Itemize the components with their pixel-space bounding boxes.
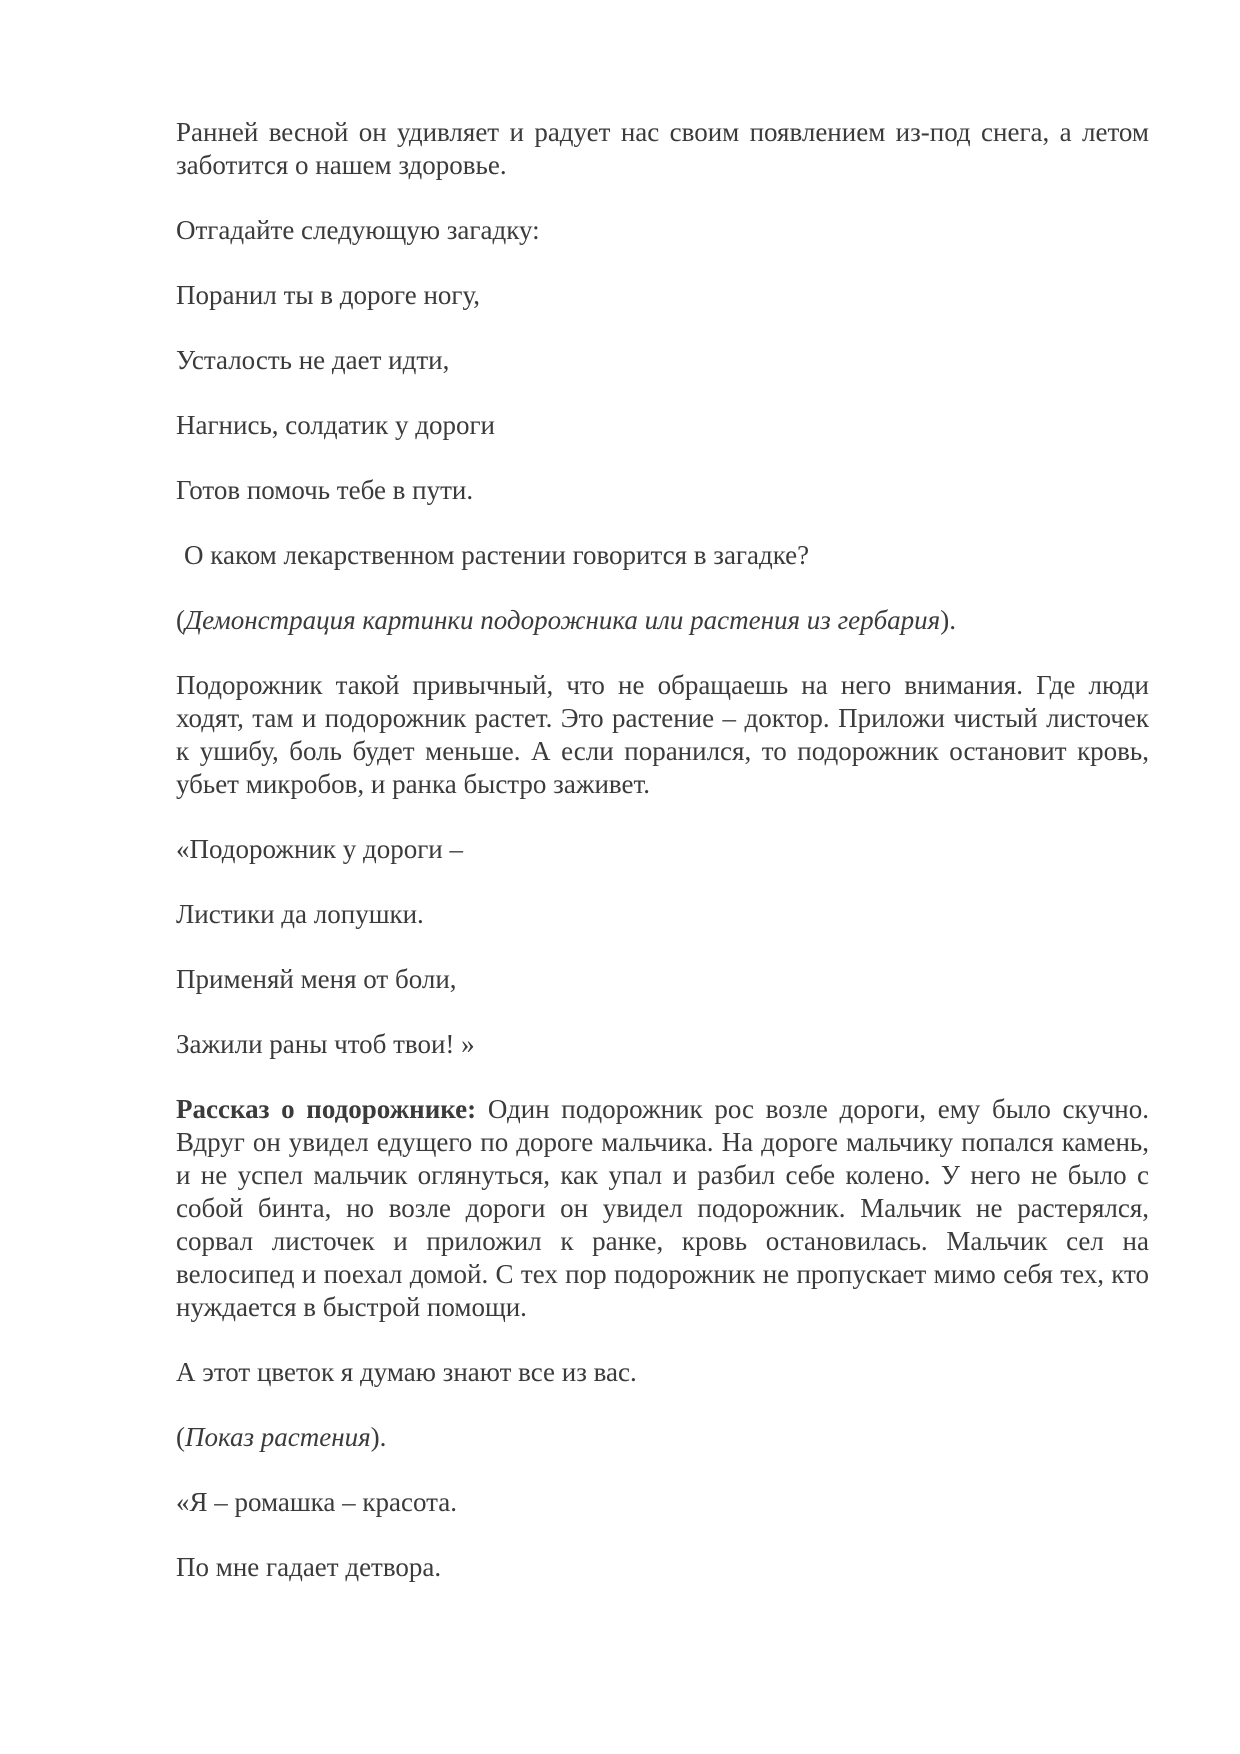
demo-note-close: ). (940, 605, 956, 635)
riddle-line-4: Готов помочь тебе в пути. (176, 475, 474, 505)
plantain-paragraph: Подорожник такой привычный, что не обращаешь на него внимания. Где люди ходят, там и подорожник растет. Это растение – доктор. Приложи чистый листочек к ушибу, боль будет меньше. А если поранился, то подорожник остановит кровь, убьет микробов, и ранка быстро заживет. (176, 670, 1149, 799)
flower-intro: А этот цветок я думаю знают все из вас. (176, 1357, 637, 1387)
daisy-line-2: По мне гадает детвора. (176, 1552, 442, 1582)
demo-note (176, 604, 1149, 637)
poem-line-1: «Подорожник у дороги – (176, 834, 463, 864)
riddle-question: О каком лекарственном растении говорится в загадке? (184, 540, 810, 570)
riddle-line-3: Нагнись, солдатик у дороги (176, 410, 496, 440)
show-note-text: Показ растения (185, 1422, 371, 1452)
poem-line-3: Применяй меня от боли, (176, 964, 457, 994)
daisy-line-1: «Я – ромашка – красота. (176, 1487, 457, 1517)
poem-line-2: Листики да лопушки. (176, 899, 424, 929)
demo-note-open: ( (176, 605, 185, 635)
story-paragraph (176, 1093, 1149, 1324)
show-note (176, 1421, 1149, 1454)
story-text: Один подорожник рос возле дороги, ему было скучно. Вдруг он увидел едущего по дороге мальчика. На дороге мальчику попался камень, и не успел мальчик оглянуться, как упал и разбил себе колено. У него не было с собой бинта, но возле дороги он увидел подорожник. Мальчик не растерялся, сорвал листочек и приложил к ранке, кровь остановилась. Мальчик сел на велосипед и поехал домой. С тех пор подорожник не пропускает мимо себя тех, кто нуждается в быстрой помощи. (176, 1094, 1149, 1322)
story-title: Рассказ о подорожнике: (176, 1094, 477, 1124)
riddle-line-1: Поранил ты в дороге ногу, (176, 280, 481, 310)
riddle-line-2: Усталость не дает идти, (176, 345, 450, 375)
intro-paragraph: Ранней весной он удивляет и радует нас своим появлением из-под снега, а летом заботится о нашем здоровье. (176, 117, 1149, 180)
document-body (176, 116, 1149, 1616)
show-note-close: ). (370, 1422, 387, 1452)
demo-note-text: Демонстрация картинки подорожника или растения из гербария (185, 605, 941, 635)
poem-line-4: Зажили раны чтоб твои! » (176, 1029, 475, 1059)
riddle-prompt: Отгадайте следующую загадку: (176, 215, 540, 245)
show-note-open: ( (176, 1422, 185, 1452)
